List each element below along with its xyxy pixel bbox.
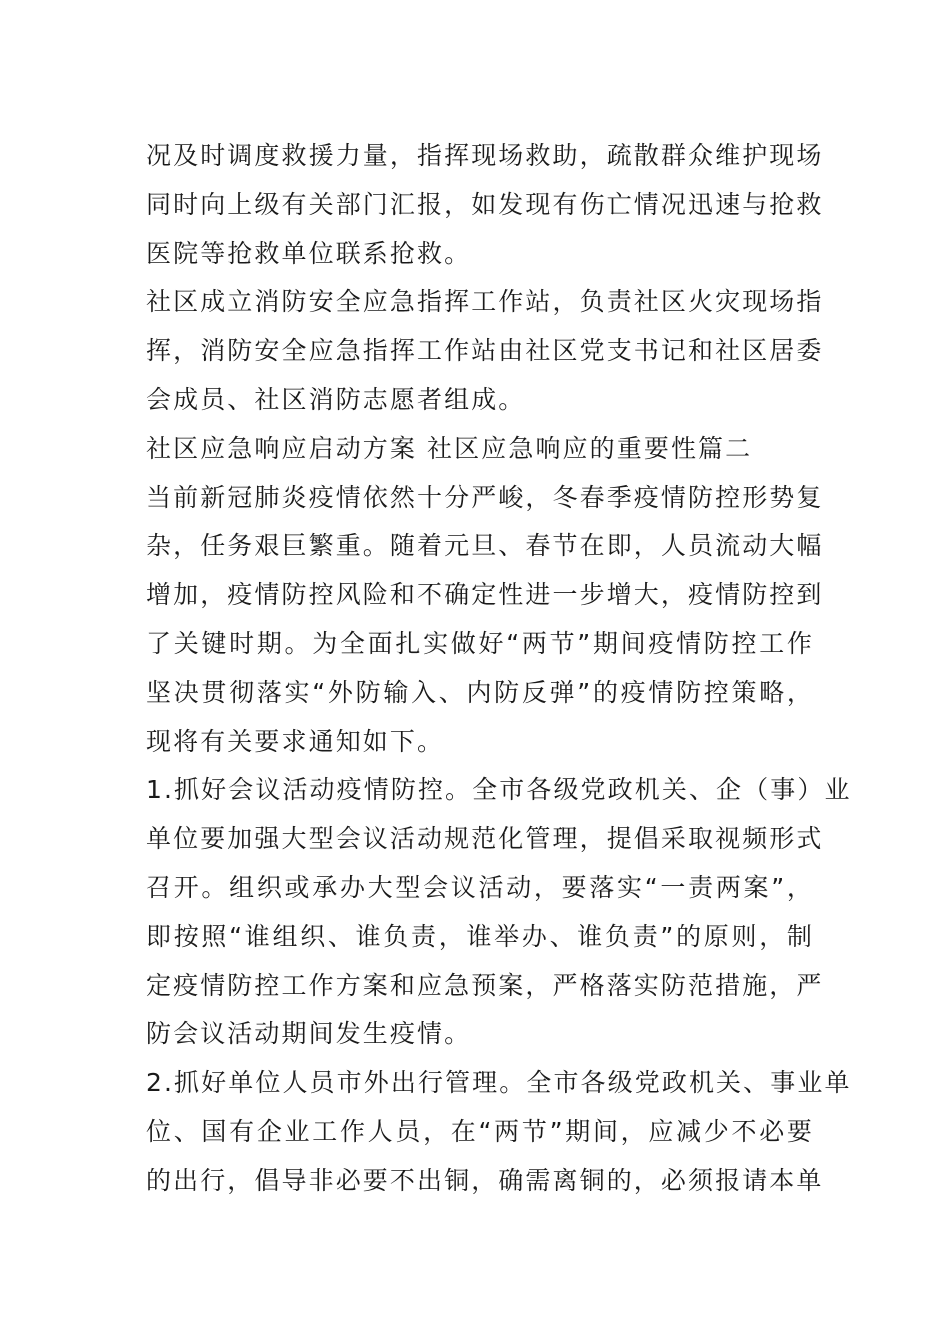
text-line: 况及时调度救援力量，指挥现场救助，疏散群众维护现场	[146, 141, 824, 170]
text-line: 坚决贯彻落实“外防输入、内防反弹”的疫情防控策略，	[146, 677, 814, 707]
text-line: 社区成立消防安全应急指挥工作站，负责社区火灾现场指	[146, 287, 824, 317]
paragraph	[146, 132, 824, 278]
document-page	[146, 132, 852, 1206]
text-line: 增加，疫情防控风险和不确定性进一步增大，疫情防控到	[146, 580, 824, 610]
text-line: 定疫情防控工作方案和应急预案，严格落实防范措施，严	[146, 970, 824, 1000]
paragraph	[146, 278, 824, 424]
paragraph	[146, 425, 814, 474]
text-line: 1.抓好会议活动疫情防控。全市各级党政机关、企（事）业	[146, 775, 852, 805]
text-line: 杂，任务艰巨繁重。随着元旦、春节在即，人员流动大幅	[146, 531, 824, 561]
text-line: 即按照“谁组织、谁负责，谁举办、谁负责”的原则，制	[146, 921, 814, 951]
paragraph	[146, 1059, 852, 1205]
paragraph	[146, 474, 824, 767]
text-line: 的出行，倡导非必要不出铜，确需离铜的，必须报请本单	[146, 1165, 824, 1195]
document-body	[146, 132, 852, 1206]
text-line: 2.抓好单位人员市外出行管理。全市各级党政机关、事业单	[146, 1068, 852, 1098]
text-line: 召开。组织或承办大型会议活动，要落实“一责两案”，	[146, 872, 814, 902]
text-line: 位、国有企业工作人员，在“两节”期间，应减少不必要	[146, 1116, 814, 1146]
text-line: 同时向上级有关部门汇报，如发现有伤亡情况迅速与抢救	[146, 189, 824, 219]
text-line: 了关键时期。为全面扎实做好“两节”期间疫情防控工作	[146, 628, 814, 658]
text-line: 单位要加强大型会议活动规范化管理，提倡采取视频形式	[146, 824, 824, 854]
text-line: 医院等抢救单位联系抢救。	[146, 238, 472, 268]
text-line: 社区应急响应启动方案 社区应急响应的重要性篇二	[146, 433, 753, 463]
text-line: 挥，消防安全应急指挥工作站由社区党支书记和社区居委	[146, 336, 824, 366]
text-line: 当前新冠肺炎疫情依然十分严峻，冬春季疫情防控形势复	[146, 482, 824, 512]
paragraph	[146, 766, 852, 1059]
text-line: 现将有关要求通知如下。	[146, 726, 445, 756]
text-line: 会成员、社区消防志愿者组成。	[146, 384, 526, 414]
text-line: 防会议活动期间发生疫情。	[146, 1019, 472, 1049]
